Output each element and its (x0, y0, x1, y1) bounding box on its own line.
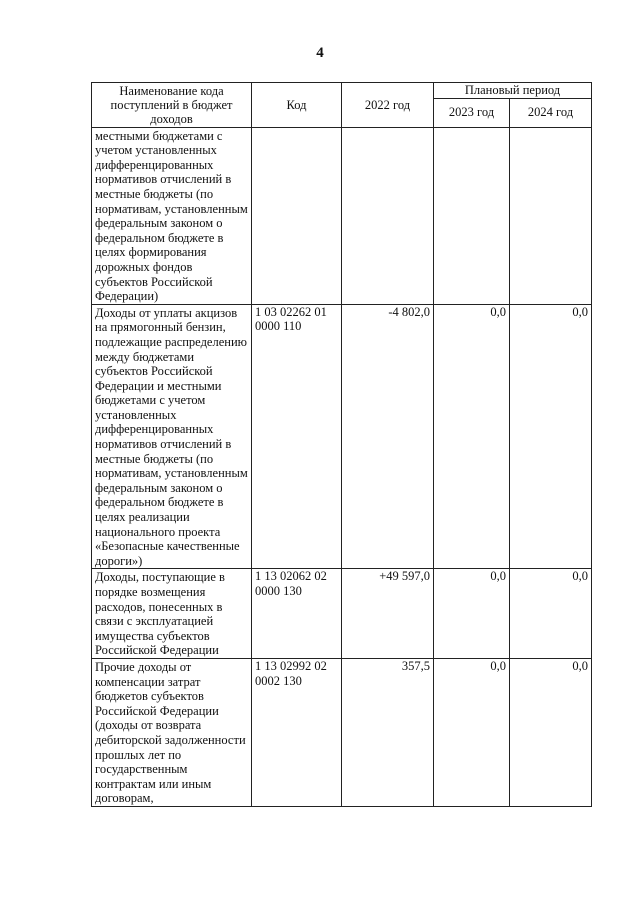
row-2023: 0,0 (434, 304, 510, 569)
row-2024: 0,0 (510, 569, 592, 659)
row-name: местными бюджетами с учетом установленных дифференцированных нормативов отчислений в местные бюджеты (по нормативам, установленным федеральным законом о федеральном бюджете в целях формирования дорожных фондов субъектов Российской Федерации) (92, 127, 252, 304)
row-2022: 357,5 (342, 658, 434, 806)
row-code: 1 13 02062 02 0000 130 (252, 569, 342, 659)
row-2023 (434, 127, 510, 304)
table-row (92, 658, 592, 806)
header-plan-period: Плановый период (434, 83, 592, 99)
header-name: Наименование кода поступлений в бюджет доходов (92, 83, 252, 128)
row-2023: 0,0 (434, 569, 510, 659)
page-number: 4 (316, 45, 324, 61)
header-code: Код (252, 83, 342, 128)
header-2024: 2024 год (510, 98, 592, 127)
row-2022: +49 597,0 (342, 569, 434, 659)
row-2022: -4 802,0 (342, 304, 434, 569)
row-2024: 0,0 (510, 658, 592, 806)
row-name: Прочие доходы от компенсации затрат бюджетов субъектов Российской Федерации (доходы от возврата дебиторской задолженности прошлых лет по государственным контрактам или иным договорам, (92, 658, 252, 806)
row-name: Доходы, поступающие в порядке возмещения расходов, понесенных в связи с эксплуатацией имущества субъектов Российской Федерации (92, 569, 252, 659)
revenue-table (91, 82, 592, 807)
row-2024: 0,0 (510, 304, 592, 569)
table-row (92, 127, 592, 304)
row-name: Доходы от уплаты акцизов на прямогонный бензин, подлежащие распределению между бюджетами субъектов Российской Федерации и местными бюджетами с учетом установленных дифференцированных нормативов отчислений в местные бюджеты (по нормативам, установленным федеральным законом о федеральном бюджете в целях реализации национального проекта «Безопасные качественные дороги») (92, 304, 252, 569)
row-code: 1 13 02992 02 0002 130 (252, 658, 342, 806)
row-2024 (510, 127, 592, 304)
row-code: 1 03 02262 01 0000 110 (252, 304, 342, 569)
row-2022 (342, 127, 434, 304)
header-2023: 2023 год (434, 98, 510, 127)
row-2023: 0,0 (434, 658, 510, 806)
table-row (92, 569, 592, 659)
header-2022: 2022 год (342, 83, 434, 128)
row-code (252, 127, 342, 304)
table-row (92, 304, 592, 569)
